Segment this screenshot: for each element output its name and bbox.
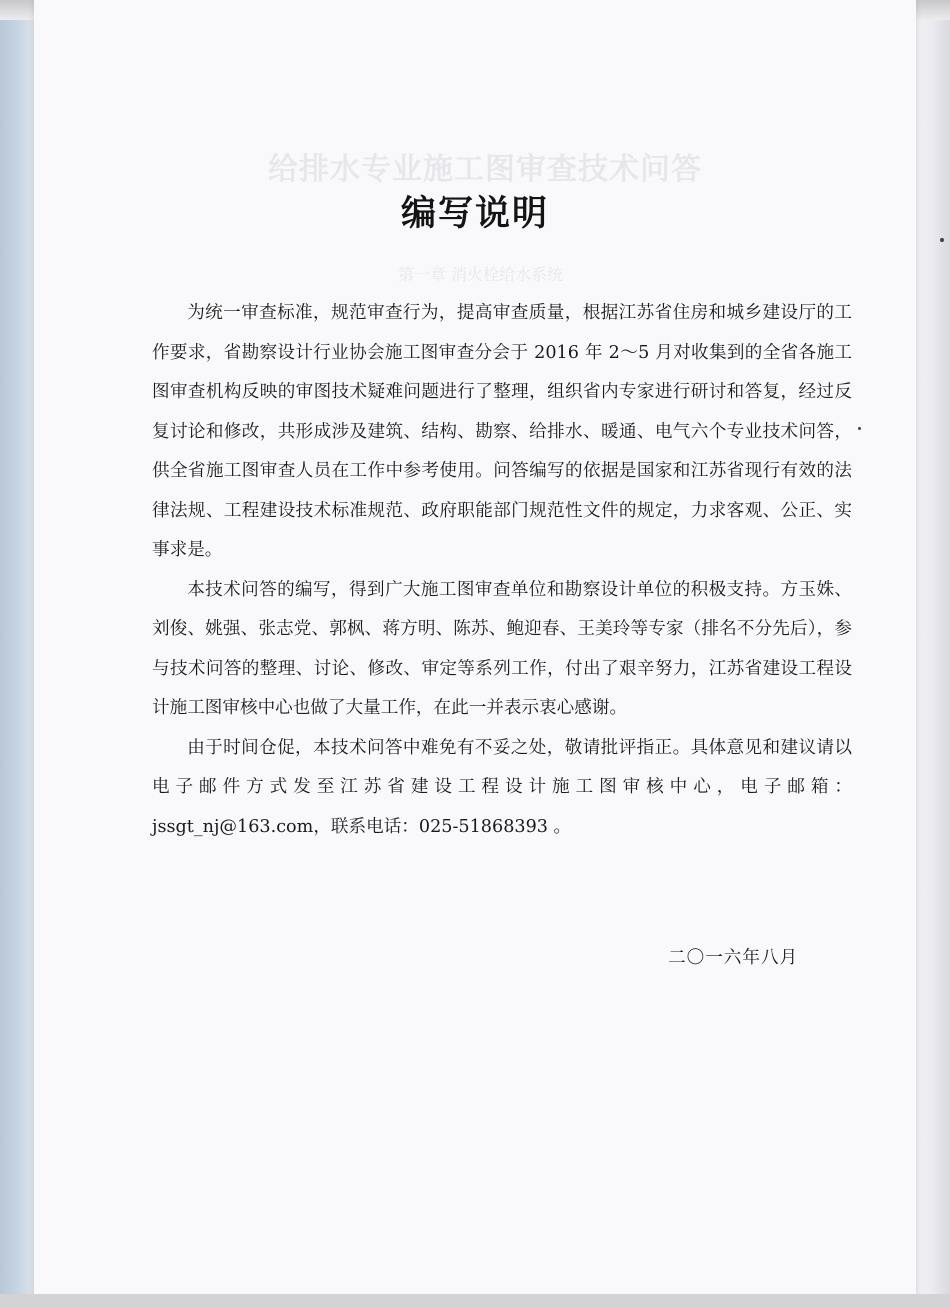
paragraph-acknowledgement: 本技术问答的编写，得到广大施工图审查单位和勘察设计单位的积极支持。方玉姝、刘俊、姚强、张志党、郭枫、蒋方明、陈苏、鲍迎春、王美玲等专家（排名不分先后），参与技术问答的整理、讨论、修改、审定等系列工作，付出了艰辛努力，江苏省建设工程设计施工图审核中心也做了大量工作，在此一并表示衷心感谢。 [152, 579, 852, 718]
scan-bottom-edge [0, 1294, 950, 1308]
scan-speck [858, 427, 861, 430]
document-body [152, 294, 852, 847]
bleed-through-chapter: 第一章 消火栓给水系统 [398, 265, 564, 284]
page-title: 编写说明 [400, 194, 549, 234]
document-date: 二〇一六年八月 [668, 948, 799, 968]
scan-speck [940, 238, 944, 242]
bleed-through-title: 给排水专业施工图审查技术问答 [268, 152, 702, 187]
paragraph-purpose: 为统一审查标准，规范审查行为，提高审查质量，根据江苏省住房和城乡建设厅的工作要求，省勘察设计行业协会施工图审查分会于 2016 年 2～5 月对收集到的全省各施工图审查机构反映的审图技术疑难问题进行了整理，组织省内专家进行研讨和答复，经过反复讨论和修改，共形成涉及建筑、结构、勘察、给排水、暖通、电气六个专业技术问答，供全省施工图审查人员在工作中参考使用。问答编写的依据是国家和江苏省现行有效的法律法规、工程建设技术标准规范、政府职能部门规范性文件的规定，力求客观、公正、实事求是。 [152, 303, 852, 560]
paragraph-feedback: 由于时间仓促，本技术问答中难免有不妥之处，敬请批评指正。具体意见和建议请以电子邮件方式发至江苏省建设工程设计施工图审核中心，电子邮箱：jssgt_nj@163.com，联系电话：025-51868393 。 [152, 737, 852, 837]
